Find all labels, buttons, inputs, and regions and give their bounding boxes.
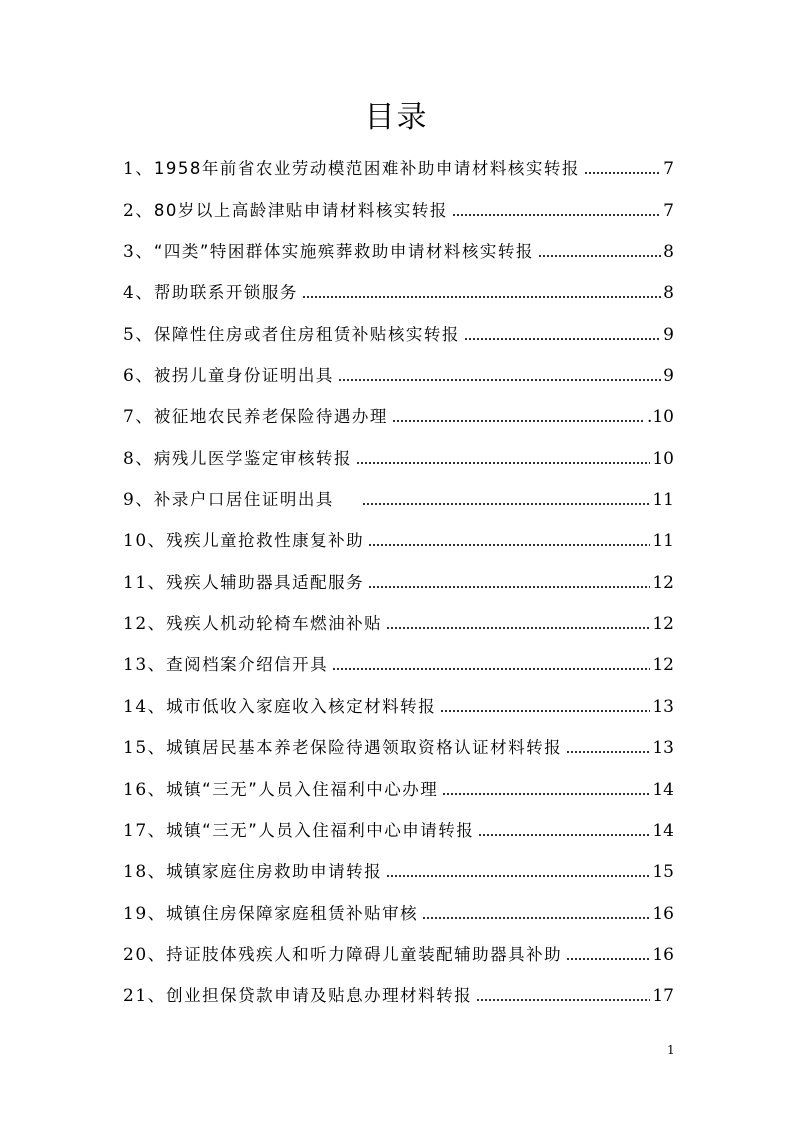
toc-entry-number: 21、 xyxy=(123,986,167,1007)
toc-entry-7[interactable] xyxy=(123,388,674,429)
toc-entry-number: 14、 xyxy=(123,696,167,717)
toc-entry-page: 14 xyxy=(652,779,674,800)
dot-leader xyxy=(566,956,650,962)
toc-entry-14[interactable] xyxy=(123,677,674,718)
toc-entry-2[interactable] xyxy=(123,181,674,222)
toc-entry-page: 12 xyxy=(652,614,674,635)
toc-entry-title: 1958年前省农业劳动模范困难补助申请材料核实转报 xyxy=(153,159,580,179)
toc-entry-title: 残疾儿童抢救性康复补助 xyxy=(166,531,365,551)
toc-entry-number: 12、 xyxy=(123,614,167,635)
toc-entry-19[interactable] xyxy=(123,884,674,925)
toc-entry-number: 19、 xyxy=(123,903,167,924)
toc-entry-20[interactable] xyxy=(123,926,674,967)
toc-entry-title: 被征地农民养老保险待遇办理 xyxy=(153,407,388,427)
toc-entry-number: 11、 xyxy=(123,572,167,593)
dot-leader xyxy=(422,915,650,921)
toc-entry-number: 6、 xyxy=(123,366,154,387)
toc-entry-number: 1、 xyxy=(123,159,154,180)
dot-leader xyxy=(452,212,661,218)
toc-entry-number: 10、 xyxy=(123,531,167,552)
dot-leader xyxy=(584,170,661,176)
toc-entry-page: 13 xyxy=(652,696,674,717)
toc-entry-title: 残疾人机动轮椅车燃油补贴 xyxy=(166,614,383,634)
toc-entry-page: 14 xyxy=(652,820,674,841)
dot-leader xyxy=(566,749,650,755)
toc-entry-4[interactable] xyxy=(123,264,674,305)
toc-entry-number: 3、 xyxy=(123,242,154,263)
dot-leader xyxy=(464,336,661,342)
dot-leader xyxy=(362,501,651,507)
toc-entry-title: 残疾人辅助器具适配服务 xyxy=(166,572,365,592)
dot-leader xyxy=(440,708,650,714)
toc-entry-title: 被拐儿童身份证明出具 xyxy=(153,366,334,386)
toc-entry-1[interactable] xyxy=(123,140,674,181)
dot-leader xyxy=(478,832,650,838)
toc-entry-page: 8 xyxy=(663,283,674,304)
toc-entry-page: 16 xyxy=(652,944,674,965)
toc-entry-page: 9 xyxy=(663,324,674,345)
toc-entry-title: 病残儿医学鉴定审核转报 xyxy=(153,448,352,468)
toc-entry-number: 13、 xyxy=(123,655,167,676)
toc-entry-3[interactable] xyxy=(123,223,674,264)
toc-entry-page: 9 xyxy=(663,366,674,387)
toc-entry-page: 11 xyxy=(652,531,674,552)
toc-entry-12[interactable] xyxy=(123,595,674,636)
toc-entry-8[interactable] xyxy=(123,429,674,470)
dot-leader xyxy=(356,460,651,466)
toc-entry-number: 2、 xyxy=(123,200,154,221)
toc-entry-page: 8 xyxy=(663,242,674,263)
toc-entry-number: 8、 xyxy=(123,448,154,469)
toc-entry-page: .10 xyxy=(646,407,674,428)
toc-entry-page: 7 xyxy=(663,159,674,180)
toc-entry-title: 城镇居民基本养老保险待遇领取资格认证材料转报 xyxy=(166,738,563,758)
toc-entry-5[interactable] xyxy=(123,305,674,346)
dot-leader xyxy=(368,584,650,590)
toc-entry-6[interactable] xyxy=(123,347,674,388)
dot-leader xyxy=(332,666,650,672)
toc-entry-page: 7 xyxy=(663,200,674,221)
toc-entry-page: 17 xyxy=(652,986,674,1007)
footer-page-number: 1 xyxy=(667,1043,675,1057)
toc-entry-number: 9、 xyxy=(123,490,154,511)
toc-entry-11[interactable] xyxy=(123,553,674,594)
toc-entry-number: 18、 xyxy=(123,862,167,883)
toc-entry-15[interactable] xyxy=(123,719,674,760)
toc-entry-title: 城镇家庭住房救助申请转报 xyxy=(166,862,383,882)
dot-leader xyxy=(368,542,650,548)
toc-entry-number: 17、 xyxy=(123,820,167,841)
toc-entry-page: 12 xyxy=(652,655,674,676)
table-of-contents xyxy=(123,140,674,1008)
toc-entry-page: 10 xyxy=(652,448,674,469)
toc-entry-13[interactable] xyxy=(123,636,674,677)
toc-entry-page: 15 xyxy=(652,862,674,883)
toc-entry-title: 城镇“三无”人员入住福利中心申请转报 xyxy=(166,820,475,840)
toc-entry-18[interactable] xyxy=(123,843,674,884)
toc-entry-page: 11 xyxy=(652,490,674,511)
toc-entry-title: 城镇住房保障家庭租赁补贴审核 xyxy=(166,903,419,923)
dot-leader xyxy=(386,873,650,879)
dot-leader xyxy=(476,997,650,1003)
toc-entry-9[interactable] xyxy=(123,471,674,512)
toc-entry-number: 15、 xyxy=(123,738,167,759)
toc-entry-number: 5、 xyxy=(123,324,154,345)
toc-entry-title: 创业担保贷款申请及贴息办理材料转报 xyxy=(166,986,473,1006)
toc-entry-page: 12 xyxy=(652,572,674,593)
toc-entry-title: 80岁以上高龄津贴申请材料核实转报 xyxy=(153,200,448,220)
dot-leader xyxy=(386,625,650,631)
toc-entry-title: 帮助联系开锁服务 xyxy=(153,283,298,303)
toc-entry-title: 补录户口居住证明出具 xyxy=(153,490,334,510)
toc-entry-10[interactable] xyxy=(123,512,674,553)
toc-entry-16[interactable] xyxy=(123,760,674,801)
toc-entry-title: 城市低收入家庭收入核定材料转报 xyxy=(166,696,437,716)
toc-entry-title: 查阅档案介绍信开具 xyxy=(166,655,329,675)
toc-entry-number: 4、 xyxy=(123,283,154,304)
toc-entry-title: 城镇“三无”人员入住福利中心办理 xyxy=(166,779,439,799)
toc-entry-number: 20、 xyxy=(123,944,167,965)
toc-entry-21[interactable] xyxy=(123,967,674,1008)
toc-entry-17[interactable] xyxy=(123,802,674,843)
toc-entry-page: 13 xyxy=(652,738,674,759)
toc-entry-title: 保障性住房或者住房租赁补贴核实转报 xyxy=(153,324,460,344)
page-title: 目录 xyxy=(364,100,429,135)
dot-leader xyxy=(338,377,661,383)
dot-leader xyxy=(538,253,661,259)
dot-leader xyxy=(392,418,645,424)
dot-leader xyxy=(302,294,661,300)
toc-entry-title: 持证肢体残疾人和听力障碍儿童装配辅助器具补助 xyxy=(166,944,563,964)
dot-leader xyxy=(442,791,650,797)
toc-entry-number: 7、 xyxy=(123,407,154,428)
toc-entry-number: 16、 xyxy=(123,779,167,800)
toc-entry-page: 16 xyxy=(652,903,674,924)
toc-entry-title: “四类”特困群体实施殡葬救助申请材料核实转报 xyxy=(153,242,534,262)
